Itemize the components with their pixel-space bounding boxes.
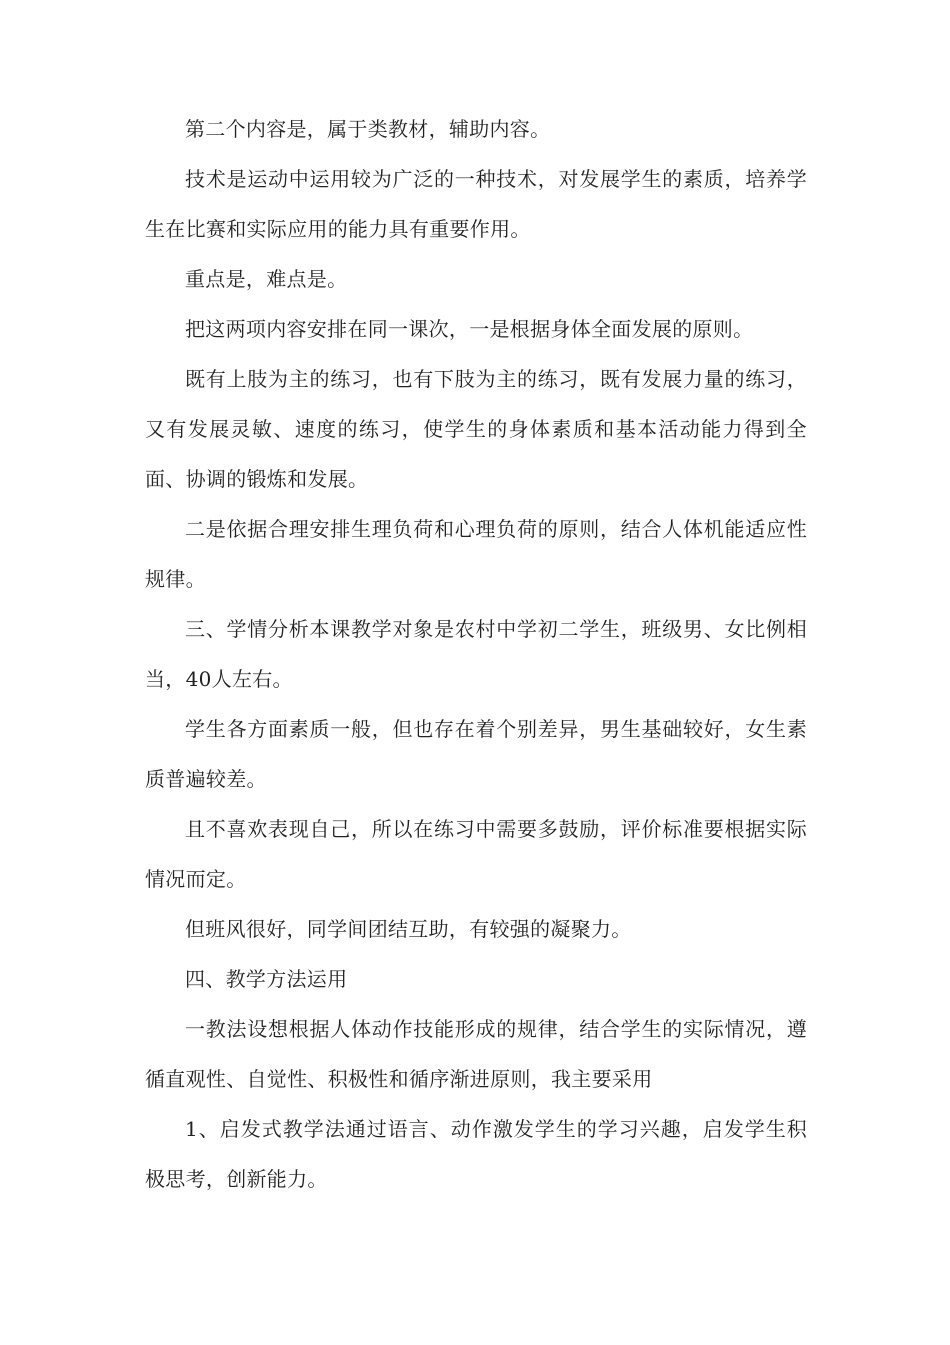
paragraph-1: 第二个内容是，属于类教材，辅助内容。 [185,117,551,141]
paragraph-5: 既有上肢为主的练习，也有下肢为主的练习，既有发展力量的练习，又有发展灵敏、速度的练习，使学生的身体素质和基本活动能力得到全面、协调的锻炼和发展。 [145,367,807,491]
paragraph-4: 把这两项内容安排在同一课次，一是根据身体全面发展的原则。 [185,317,754,341]
paragraph-12: 一教法设想根据人体动作技能形成的规律，结合学生的实际情况，遵循直观性、自觉性、积极性和循序渐进原则，我主要采用 [145,1017,807,1091]
paragraph-10: 但班风很好，同学间团结互助，有较强的凝聚力。 [185,917,632,941]
paragraph-9: 且不喜欢表现自己，所以在练习中需要多鼓励，评价标准要根据实际情况而定。 [145,817,807,891]
paragraph-3: 重点是，难点是。 [185,267,348,291]
paragraph-8: 学生各方面素质一般，但也存在着个别差异，男生基础较好，女生素质普遍较差。 [145,717,807,791]
paragraph-2: 技术是运动中运用较为广泛的一种技术，对发展学生的素质，培养学生在比赛和实际应用的能力具有重要作用。 [145,167,807,241]
paragraph-7: 三、学情分析本课教学对象是农村中学初二学生，班级男、女比例相当，40人左右。 [145,617,807,691]
paragraph-6: 二是依据合理安排生理负荷和心理负荷的原则，结合人体机能适应性规律。 [145,517,807,591]
section-heading-teaching-methods: 四、教学方法运用 [185,967,348,991]
list-item-1: 1、启发式教学法通过语言、动作激发学生的学习兴趣，启发学生积极思考，创新能力。 [145,1117,807,1191]
document-body [145,104,807,1204]
